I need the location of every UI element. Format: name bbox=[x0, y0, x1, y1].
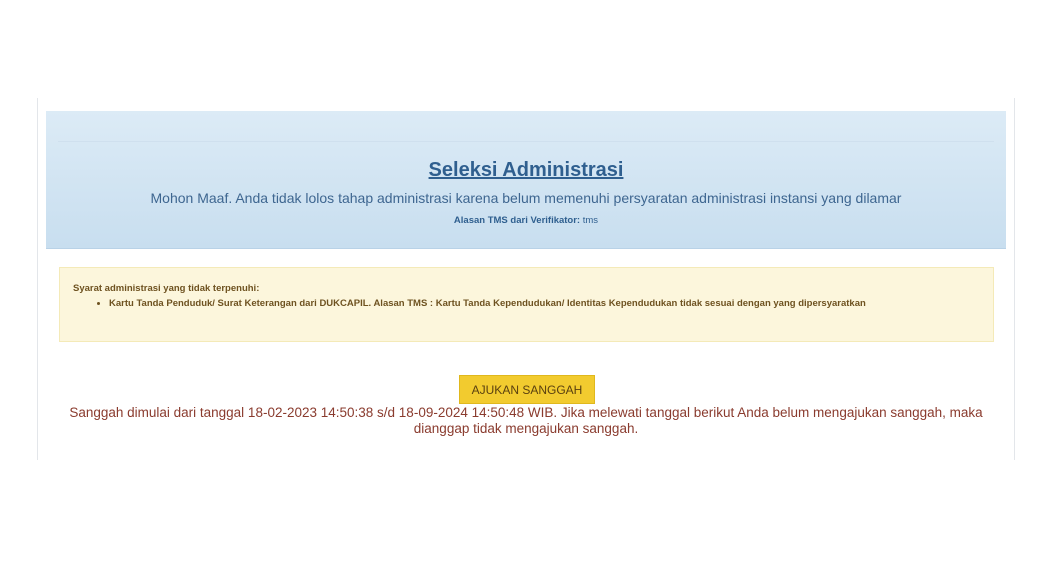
page-title: Seleksi Administrasi bbox=[428, 159, 624, 181]
submit-objection-button[interactable]: AJUKAN SANGGAH bbox=[459, 375, 595, 404]
objection-period-notice: Sanggah dimulai dari tanggal 18-02-2023 14:50:38 s/d 18-09-2024 14:50:48 WIB. Jika melewati tanggal berikut Anda belum mengajukan sanggah, maka dianggap tidak mengajukan sanggah. bbox=[69, 405, 983, 436]
selection-result-panel bbox=[46, 111, 1006, 249]
unmet-requirements-panel bbox=[59, 267, 994, 342]
requirements-heading: Syarat administrasi yang tidak terpenuhi: bbox=[73, 283, 260, 294]
verifier-reason-label: Alasan TMS dari Verifikator: bbox=[453, 215, 581, 226]
verifier-reason-value: tms bbox=[580, 215, 599, 226]
result-message: Mohon Maaf. Anda tidak lolos tahap administrasi karena belum memenuhi persyaratan administrasi instansi yang dilamar bbox=[150, 190, 902, 206]
verifier-reason bbox=[46, 215, 1006, 226]
panel-divider bbox=[58, 141, 994, 142]
requirements-list bbox=[95, 296, 969, 312]
list-item: • Kartu Tanda Penduduk/ Surat Keterangan dari DUKCAPIL. Alasan TMS : Kartu Tanda Kependudukan/ Identitas Kependudukan tidak sesuai dengan yang dipersyaratkan bbox=[109, 296, 969, 312]
